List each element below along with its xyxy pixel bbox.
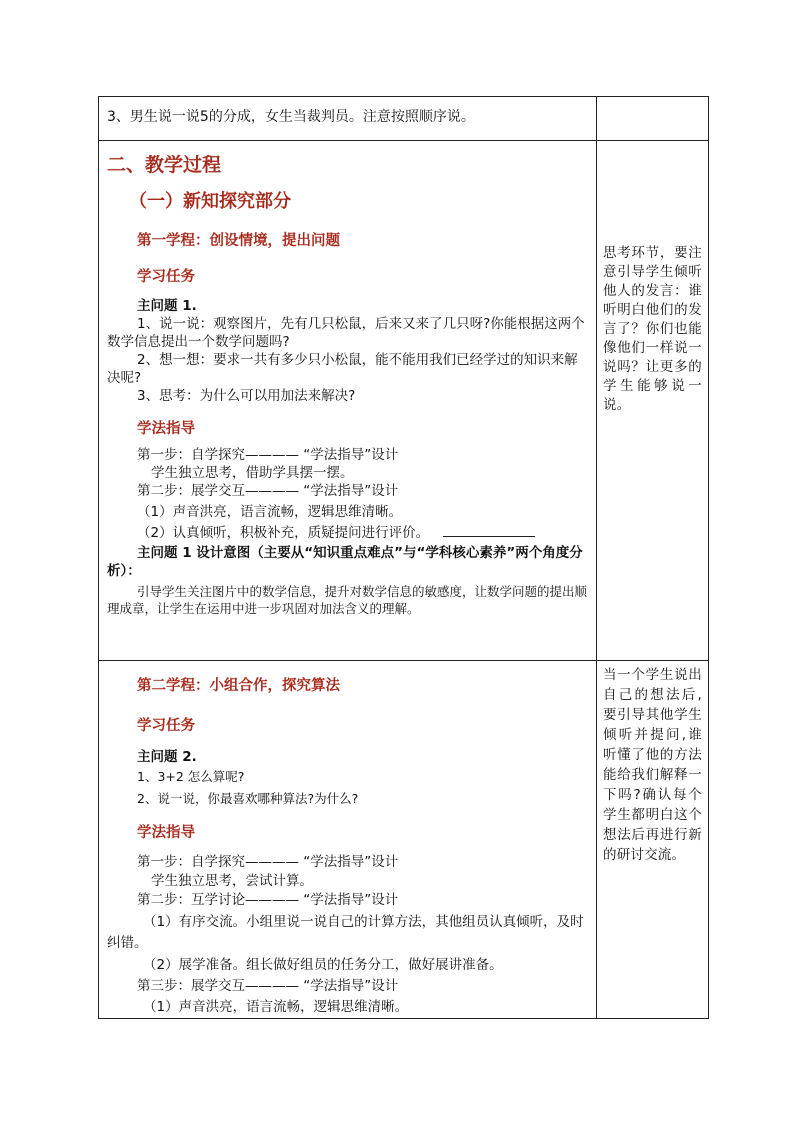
step-2-item-1: （1）有序交流。小组里说一说自己的计算方法，其他组员认真倾听，及时纠错。 [107, 914, 584, 951]
design-intent-text: 引导学生关注图片中的数学信息，提升对数学信息的敏感度，让数学问题的提出顺理成章，让学生在运用中进一步巩固对加法含义的理解。 [107, 584, 588, 616]
main-cell [99, 661, 597, 1019]
step-2: 第二步：互学讨论———— “学法指导”设计 [137, 892, 399, 908]
section-title: 二、教学过程 [107, 154, 222, 176]
method-label: 学法指导 [137, 421, 195, 437]
main-cell [99, 97, 597, 141]
step-1: 第一步：自学探究———— “学法指导”设计 [137, 854, 399, 870]
step-1-detail: 学生独立思考，尝试计算。 [151, 873, 313, 889]
stage-1-title: 第一学程：创设情境，提出问题 [137, 233, 340, 249]
question-2-title: 主问题 2. [137, 749, 197, 765]
lesson-plan-table [98, 96, 709, 1019]
teacher-note: 思考环节，要注意引导学生倾听他人的发言：谁听明白他们的发言了？你们也能像他们一样说一说吗？让更多的学生能够说一说。 [603, 245, 702, 413]
question-2-item-1: 1、3+2 怎么算呢? [137, 769, 245, 784]
method-label: 学法指导 [137, 825, 195, 841]
main-cell [99, 141, 597, 661]
step-3: 第三步：展学交互———— “学法指导”设计 [137, 978, 399, 994]
note-cell [597, 661, 709, 1019]
step-1: 第一步：自学探究———— “学法指导”设计 [137, 447, 399, 463]
step-2-item-2: （2）认真倾听，积极补充，质疑提问进行评价。 [137, 525, 430, 541]
task-label: 学习任务 [137, 718, 195, 734]
subsection-title: （一）新知探究部分 [129, 191, 291, 212]
note-cell [597, 97, 709, 141]
step-3-item-1: （1）声音洪亮，语言流畅，逻辑思维清晰。 [143, 999, 409, 1015]
step-2: 第二步：展学交互———— “学法指导”设计 [137, 483, 399, 499]
table-row [99, 97, 709, 141]
question-2-item-2: 2、说一说，你最喜欢哪种算法?为什么? [137, 791, 359, 806]
step-2-item-2: （2）展学准备。组长做好组员的任务分工，做好展讲准备。 [143, 957, 503, 973]
note-cell [597, 141, 709, 661]
step-1-detail: 学生独立思考，借助学具摆一摆。 [151, 465, 354, 481]
teacher-note: 当一个学生说出自己的想法后,要引导其他学生倾听并提问,谁听懂了他的方法能给我们解释一下吗?确认每个学生都明白这个想法后再进行新的研讨交流。 [603, 667, 702, 863]
step-2-item-1: （1）声音洪亮，语言流畅，逻辑思维清晰。 [137, 504, 403, 520]
task-label: 学习任务 [137, 269, 195, 285]
design-intent-title: 主问题 1 设计意图（主要从“知识重点难点”与“学科核心素养”两个角度分析）： [107, 545, 583, 579]
table-row [99, 661, 709, 1019]
table-row [99, 141, 709, 661]
warmup-item-3: 3、男生说一说5的分成，女生当裁判员。注意按照顺序说。 [107, 109, 475, 125]
stage-2-title: 第二学程：小组合作，探究算法 [137, 678, 340, 694]
question-1-item-2: 2、想一想：要求一共有多少只小松鼠，能不能用我们已经学过的知识来解决呢? [107, 352, 578, 386]
underline-blank [443, 524, 535, 537]
question-1-title: 主问题 1. [137, 298, 197, 314]
question-1-item-1: 1、说一说：观察图片，先有几只松鼠，后来又来了几只呀?你能根据这两个数学信息提出一个数学问题吗? [107, 316, 585, 350]
question-1-item-3: 3、思考：为什么可以用加法来解决? [137, 388, 356, 404]
